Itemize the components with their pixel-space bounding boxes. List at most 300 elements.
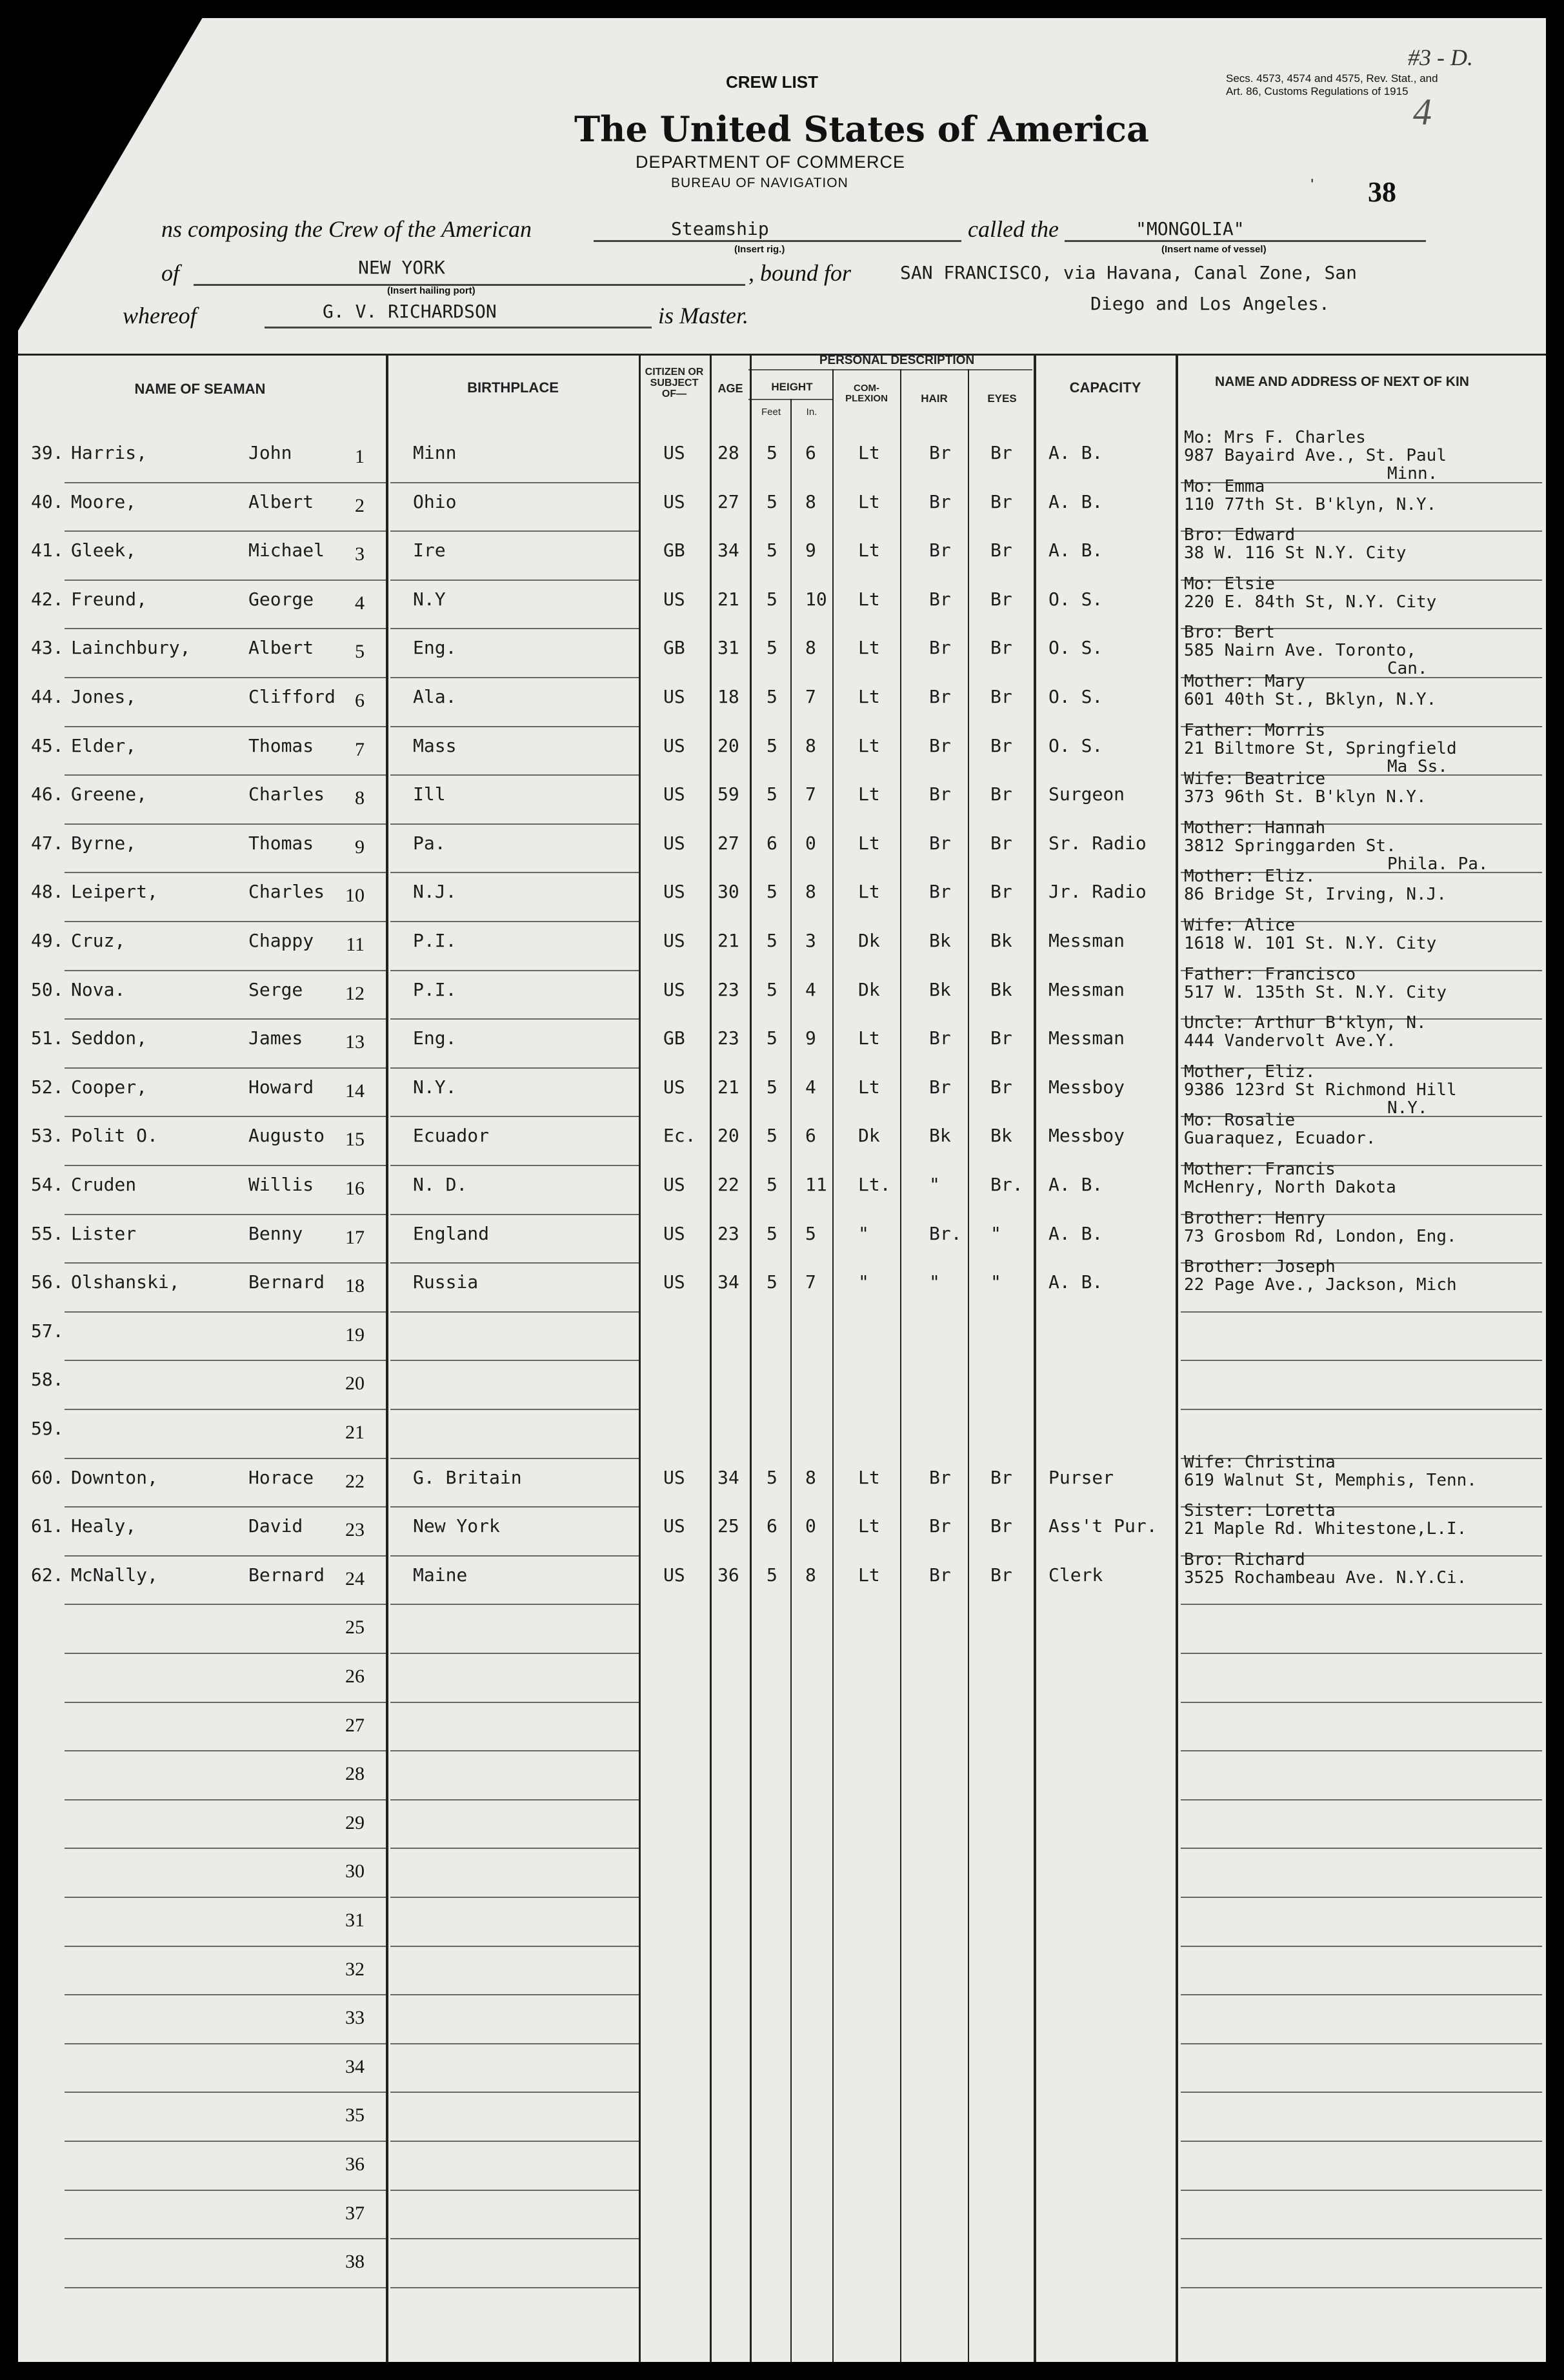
row-rule xyxy=(390,1067,639,1069)
row-rule xyxy=(65,1750,386,1751)
birthplace: Maine xyxy=(413,1564,468,1586)
birthplace: P.I. xyxy=(413,978,457,1000)
row-rule xyxy=(390,1946,639,1947)
seaman-given-name: Thomas xyxy=(248,734,314,756)
hair: Bk xyxy=(929,1125,951,1147)
eyes: Bk xyxy=(990,978,1012,1000)
seq-number: 53. xyxy=(31,1125,64,1147)
row-rule xyxy=(65,823,386,825)
row-rule xyxy=(1181,1311,1542,1313)
age: 25 xyxy=(717,1515,739,1537)
row-rule xyxy=(390,1604,639,1605)
next-of-kin-line: Mother: Eliz. xyxy=(1184,867,1316,887)
row-rule xyxy=(65,1555,386,1557)
next-of-kin-line: 21 Biltmore St, Springfield xyxy=(1184,738,1457,758)
col-header-citizen: CITIZEN OR SUBJECT OF— xyxy=(645,367,704,399)
crew-text-fragment: ns composing the Crew of the American xyxy=(161,216,532,242)
age: 22 xyxy=(717,1174,739,1195)
next-of-kin-line: 1618 W. 101 St. N.Y. City xyxy=(1184,934,1437,953)
height-inches: 0 xyxy=(805,832,816,854)
eyes: Br xyxy=(990,588,1012,610)
col-divider xyxy=(710,354,712,2362)
row-rule xyxy=(1181,1897,1542,1898)
row-rule xyxy=(65,2141,386,2142)
citizenship: US xyxy=(663,1564,685,1586)
seaman-surname: Leipert, xyxy=(71,881,158,903)
seaman-given-name: Serge xyxy=(248,978,303,1000)
seaman-surname: Downton, xyxy=(71,1466,158,1488)
next-of-kin-line: Ma Ss. xyxy=(1387,756,1448,776)
height-inches: 4 xyxy=(805,1076,816,1098)
hair: Br xyxy=(929,1466,951,1488)
next-of-kin-line: Guaraquez, Ecuador. xyxy=(1184,1129,1376,1149)
seaman-given-name: James xyxy=(248,1027,303,1049)
seaman-given-name: Albert xyxy=(248,637,314,659)
row-rule xyxy=(390,2141,639,2142)
seaman-surname: Freund, xyxy=(71,588,148,610)
row-rule xyxy=(390,580,639,581)
row-rule xyxy=(1181,1604,1542,1605)
capacity: O. S. xyxy=(1048,686,1103,707)
col-header-height: HEIGHT xyxy=(771,381,813,393)
age: 18 xyxy=(717,686,739,707)
row-rule xyxy=(390,2043,639,2044)
capacity: O. S. xyxy=(1048,734,1103,756)
row-rule xyxy=(65,2287,386,2288)
line-number: 17 xyxy=(345,1226,365,1248)
col-divider xyxy=(639,354,641,2362)
tick-mark: ˈ xyxy=(1308,176,1316,199)
row-rule xyxy=(65,1214,386,1215)
age: 23 xyxy=(717,1222,739,1244)
age: 21 xyxy=(717,1076,739,1098)
line-number: 32 xyxy=(345,1958,365,1980)
line-number: 12 xyxy=(345,982,365,1004)
row-rule xyxy=(65,1311,386,1313)
seaman-surname: Moore, xyxy=(71,490,137,512)
col-header-hair: HAIR xyxy=(921,392,948,405)
row-rule xyxy=(390,921,639,922)
birthplace: Pa. xyxy=(413,832,446,854)
seq-number: 51. xyxy=(31,1027,64,1049)
next-of-kin-line: Minn. xyxy=(1387,464,1438,483)
row-rule xyxy=(65,1458,386,1459)
birthplace: Ohio xyxy=(413,490,457,512)
hair: Bk xyxy=(929,930,951,951)
next-of-kin-line: Father: Francisco xyxy=(1184,964,1356,984)
capacity: Messboy xyxy=(1048,1125,1125,1147)
row-rule xyxy=(390,1311,639,1313)
complexion: Lt xyxy=(858,1027,880,1049)
next-of-kin-line: McHenry, North Dakota xyxy=(1184,1178,1396,1197)
height-inches: 9 xyxy=(805,1027,816,1049)
row-rule xyxy=(65,1848,386,1849)
complexion: Lt xyxy=(858,686,880,707)
seaman-given-name: Charles xyxy=(248,783,325,805)
hailing-port: NEW YORK xyxy=(358,257,445,278)
row-rule xyxy=(65,1409,386,1410)
capacity: Messman xyxy=(1048,978,1125,1000)
birthplace: N. D. xyxy=(413,1174,468,1195)
height-inches: 7 xyxy=(805,1271,816,1293)
col-header-personal-description: PERSONAL DESCRIPTION xyxy=(819,354,975,367)
row-rule xyxy=(1181,1946,1542,1947)
row-rule xyxy=(390,1018,639,1020)
age: 20 xyxy=(717,1125,739,1147)
seq-number: 46. xyxy=(31,783,64,805)
row-rule xyxy=(390,1799,639,1800)
line-number: 27 xyxy=(345,1714,365,1736)
line-number: 9 xyxy=(355,836,365,858)
row-rule xyxy=(390,2287,639,2288)
seaman-given-name: Willis xyxy=(248,1174,314,1195)
col-header-next-of-kin: NAME AND ADDRESS OF NEXT OF KIN xyxy=(1215,374,1469,389)
capacity: Ass't Pur. xyxy=(1048,1515,1158,1537)
hair: Br xyxy=(929,881,951,903)
height-feet: 5 xyxy=(767,490,777,512)
next-of-kin-line: Bro: Bert xyxy=(1184,623,1275,643)
eyes: " xyxy=(990,1271,1001,1293)
complexion: Lt xyxy=(858,881,880,903)
master-underline xyxy=(265,327,652,328)
capacity: Messman xyxy=(1048,1027,1125,1049)
line-number: 2 xyxy=(355,494,365,516)
height-feet: 5 xyxy=(767,930,777,951)
seq-number: 48. xyxy=(31,881,64,903)
age: 34 xyxy=(717,540,739,561)
line-number: 18 xyxy=(345,1275,365,1297)
capacity: Messboy xyxy=(1048,1076,1125,1098)
complexion: " xyxy=(858,1222,869,1244)
height-feet: 5 xyxy=(767,1174,777,1195)
vessel-underline xyxy=(1065,240,1426,242)
capacity: A. B. xyxy=(1048,442,1103,463)
seaman-surname: Seddon, xyxy=(71,1027,148,1049)
row-rule xyxy=(65,1604,386,1605)
height-feet: 5 xyxy=(767,1271,777,1293)
height-inches: 8 xyxy=(805,1466,816,1488)
next-of-kin-line: 220 E. 84th St, N.Y. City xyxy=(1184,592,1437,612)
complexion: Lt xyxy=(858,1466,880,1488)
capacity: Clerk xyxy=(1048,1564,1103,1586)
eyes: Br xyxy=(990,832,1012,854)
next-of-kin-line: 86 Bridge St, Irving, N.J. xyxy=(1184,885,1447,905)
seq-number: 56. xyxy=(31,1271,64,1293)
seq-number: 60. xyxy=(31,1466,64,1488)
seaman-given-name: Bernard xyxy=(248,1564,325,1586)
height-feet: 5 xyxy=(767,1027,777,1049)
eyes: Br xyxy=(990,734,1012,756)
row-rule xyxy=(390,1262,639,1264)
next-of-kin-line: 110 77th St. B'klyn, N.Y. xyxy=(1184,494,1437,514)
hair: Br xyxy=(929,637,951,659)
complexion: " xyxy=(858,1271,869,1293)
row-rule xyxy=(65,1799,386,1800)
row-rule xyxy=(390,970,639,971)
seaman-surname: Greene, xyxy=(71,783,148,805)
next-of-kin-line: Sister: Loretta xyxy=(1184,1501,1336,1521)
height-feet: 5 xyxy=(767,1466,777,1488)
row-rule xyxy=(390,1214,639,1215)
line-number: 26 xyxy=(345,1666,365,1687)
height-inches: 4 xyxy=(805,978,816,1000)
eyes: Bk xyxy=(990,1125,1012,1147)
next-of-kin-line: 373 96th St. B'klyn N.Y. xyxy=(1184,787,1427,807)
page-number: 38 xyxy=(1368,176,1396,208)
height-inches: 6 xyxy=(805,1125,816,1147)
birthplace: N.Y. xyxy=(413,1076,457,1098)
next-of-kin-line: Father: Morris xyxy=(1184,720,1326,740)
complexion: Dk xyxy=(858,930,880,951)
row-rule xyxy=(390,1116,639,1117)
age: 21 xyxy=(717,588,739,610)
birthplace: Eng. xyxy=(413,637,457,659)
row-rule xyxy=(65,1994,386,1995)
seaman-surname: Lister xyxy=(71,1222,137,1244)
row-rule xyxy=(65,921,386,922)
next-of-kin-line: Bro: Edward xyxy=(1184,525,1296,545)
col-divider xyxy=(900,369,901,2362)
complexion: Lt xyxy=(858,1076,880,1098)
capacity: O. S. xyxy=(1048,637,1103,659)
complexion: Lt xyxy=(858,1564,880,1586)
row-rule xyxy=(1181,2141,1542,2142)
next-of-kin-line: Brother: Joseph xyxy=(1184,1257,1336,1277)
height-feet: 6 xyxy=(767,832,777,854)
citizenship: US xyxy=(663,1222,685,1244)
seq-number: 59. xyxy=(31,1418,64,1439)
citizenship: US xyxy=(663,978,685,1000)
next-of-kin-line: N.Y. xyxy=(1387,1098,1428,1118)
row-rule xyxy=(390,1165,639,1166)
age: 30 xyxy=(717,881,739,903)
personal-desc-rule xyxy=(748,369,1032,370)
eyes: " xyxy=(990,1222,1001,1244)
seaman-surname: Healy, xyxy=(71,1515,137,1537)
form-heading: CREW LIST xyxy=(726,72,818,92)
hair: Br xyxy=(929,1076,951,1098)
age: 21 xyxy=(717,930,739,951)
birthplace: Ecuador xyxy=(413,1125,490,1147)
citizenship: US xyxy=(663,1174,685,1195)
height-feet: 5 xyxy=(767,783,777,805)
rig-hint: (Insert rig.) xyxy=(734,244,785,255)
seaman-given-name: Benny xyxy=(248,1222,303,1244)
row-rule xyxy=(390,1506,639,1508)
line-number: 34 xyxy=(345,2055,365,2077)
seaman-surname: Cruden xyxy=(71,1174,137,1195)
next-of-kin-line: 585 Nairn Ave. Toronto, xyxy=(1184,641,1417,661)
eyes: Br xyxy=(990,1076,1012,1098)
next-of-kin-line: Mo: Elsie xyxy=(1184,574,1275,594)
height-inches: 6 xyxy=(805,442,816,463)
seaman-given-name: Charles xyxy=(248,881,325,903)
row-rule xyxy=(65,2238,386,2239)
eyes: Br xyxy=(990,490,1012,512)
seaman-given-name: Bernard xyxy=(248,1271,325,1293)
age: 23 xyxy=(717,1027,739,1049)
height-inches: 3 xyxy=(805,930,816,951)
seq-number: 45. xyxy=(31,734,64,756)
row-rule xyxy=(65,482,386,483)
line-number: 6 xyxy=(355,690,365,711)
row-rule xyxy=(390,2092,639,2093)
hair: Br xyxy=(929,588,951,610)
row-rule xyxy=(390,872,639,873)
citizenship: US xyxy=(663,686,685,707)
row-rule xyxy=(65,628,386,629)
capacity: A. B. xyxy=(1048,1174,1103,1195)
next-of-kin-line: Mo: Mrs F. Charles xyxy=(1184,428,1366,447)
birthplace: G. Britain xyxy=(413,1466,522,1488)
line-number: 4 xyxy=(355,592,365,614)
eyes: Br xyxy=(990,881,1012,903)
age: 34 xyxy=(717,1466,739,1488)
next-of-kin-line: 21 Maple Rd. Whitestone,L.I. xyxy=(1184,1519,1467,1539)
height-feet: 5 xyxy=(767,637,777,659)
citizenship: GB xyxy=(663,637,685,659)
height-feet: 5 xyxy=(767,734,777,756)
called-the-text: called the xyxy=(968,216,1059,242)
age: 23 xyxy=(717,978,739,1000)
line-number: 11 xyxy=(346,934,365,955)
hair: Br xyxy=(929,1027,951,1049)
destination-line2: Diego and Los Angeles. xyxy=(1090,293,1330,314)
col-header-complexion: COM-PLEXION xyxy=(845,383,888,404)
hair: Bk xyxy=(929,978,951,1000)
next-of-kin-line: 987 Bayaird Ave., St. Paul xyxy=(1184,446,1447,465)
line-number: 5 xyxy=(355,641,365,663)
seaman-given-name: Howard xyxy=(248,1076,314,1098)
row-rule xyxy=(65,1165,386,1166)
citizenship: US xyxy=(663,442,685,463)
age: 59 xyxy=(717,783,739,805)
age: 27 xyxy=(717,490,739,512)
line-number: 25 xyxy=(345,1617,365,1639)
height-inches: 7 xyxy=(805,686,816,707)
citizenship: US xyxy=(663,783,685,805)
row-rule xyxy=(390,1458,639,1459)
citizenship: GB xyxy=(663,540,685,561)
next-of-kin-line: Mo: Rosalie xyxy=(1184,1111,1296,1131)
complexion: Dk xyxy=(858,1125,880,1147)
seaman-surname: Harris, xyxy=(71,442,148,463)
row-rule xyxy=(65,2092,386,2093)
seaman-surname: McNally, xyxy=(71,1564,158,1586)
seaman-given-name: Clifford xyxy=(248,686,336,707)
row-rule xyxy=(65,726,386,727)
citizenship: US xyxy=(663,490,685,512)
line-number: 23 xyxy=(345,1519,365,1541)
row-rule xyxy=(390,1409,639,1410)
seaman-surname: Polit O. xyxy=(71,1125,158,1147)
hair: " xyxy=(929,1271,940,1293)
row-rule xyxy=(1181,1653,1542,1654)
birthplace: Eng. xyxy=(413,1027,457,1049)
height-inches: 8 xyxy=(805,1564,816,1586)
row-rule xyxy=(390,677,639,678)
row-rule xyxy=(390,1702,639,1703)
next-of-kin-line: 619 Walnut St, Memphis, Tenn. xyxy=(1184,1470,1477,1490)
line-number: 22 xyxy=(345,1470,365,1492)
line-number: 13 xyxy=(345,1031,365,1053)
line-number: 20 xyxy=(345,1373,365,1395)
height-feet: 5 xyxy=(767,442,777,463)
age: 28 xyxy=(717,442,739,463)
capacity: A. B. xyxy=(1048,540,1103,561)
seaman-given-name: George xyxy=(248,588,314,610)
row-rule xyxy=(390,1848,639,1849)
seq-number: 49. xyxy=(31,930,64,951)
line-number: 31 xyxy=(345,1910,365,1931)
citizenship: GB xyxy=(663,1027,685,1049)
seaman-surname: Jones, xyxy=(71,686,137,707)
line-number: 8 xyxy=(355,787,365,809)
row-rule xyxy=(65,872,386,873)
age: 36 xyxy=(717,1564,739,1586)
citizenship: US xyxy=(663,1515,685,1537)
row-rule xyxy=(390,1897,639,1898)
next-of-kin-line: Can. xyxy=(1387,659,1428,679)
seq-number: 43. xyxy=(31,637,64,659)
height-inches: 9 xyxy=(805,540,816,561)
hair: " xyxy=(929,1174,940,1195)
destination-line1: SAN FRANCISCO, via Havana, Canal Zone, San xyxy=(900,262,1358,283)
next-of-kin-line: 444 Vandervolt Ave.Y. xyxy=(1184,1031,1396,1051)
row-rule xyxy=(1181,1799,1542,1800)
height-inches: 8 xyxy=(805,734,816,756)
hair: Br xyxy=(929,1564,951,1586)
line-number: 35 xyxy=(345,2104,365,2126)
seaman-surname: Lainchbury, xyxy=(71,637,191,659)
department: DEPARTMENT OF COMMERCE xyxy=(636,152,906,172)
next-of-kin-line: 9386 123rd St Richmond Hill xyxy=(1184,1080,1457,1100)
capacity: Surgeon xyxy=(1048,783,1125,805)
rig-value: Steamship xyxy=(671,218,769,239)
eyes: Br xyxy=(990,540,1012,561)
next-of-kin-line: Mother: Mary xyxy=(1184,672,1305,691)
row-rule xyxy=(65,1653,386,1654)
seaman-surname: Cooper, xyxy=(71,1076,148,1098)
row-rule xyxy=(1181,2092,1542,2093)
seaman-given-name: Thomas xyxy=(248,832,314,854)
height-feet: 5 xyxy=(767,1222,777,1244)
line-number: 3 xyxy=(355,543,365,565)
next-of-kin-line: Wife: Beatrice xyxy=(1184,769,1326,789)
next-of-kin-line: Bro: Richard xyxy=(1184,1549,1305,1569)
row-rule xyxy=(390,1555,639,1557)
of-text: of xyxy=(161,260,180,286)
age: 34 xyxy=(717,1271,739,1293)
seaman-given-name: Horace xyxy=(248,1466,314,1488)
height-inches: 8 xyxy=(805,881,816,903)
row-rule xyxy=(65,2043,386,2044)
handwritten-form-number: #3 - D. xyxy=(1408,45,1473,70)
next-of-kin-line: 22 Page Ave., Jackson, Mich xyxy=(1184,1275,1457,1295)
line-number: 15 xyxy=(345,1129,365,1151)
complexion: Lt. xyxy=(858,1174,891,1195)
line-number: 10 xyxy=(345,885,365,907)
citizenship: US xyxy=(663,881,685,903)
height-feet: 5 xyxy=(767,540,777,561)
is-master-text: is Master. xyxy=(658,303,749,328)
citizenship: US xyxy=(663,1271,685,1293)
line-number: 37 xyxy=(345,2202,365,2224)
hair: Br xyxy=(929,832,951,854)
col-header-capacity: CAPACITY xyxy=(1069,379,1141,396)
line-number: 36 xyxy=(345,2153,365,2175)
seq-number: 39. xyxy=(31,442,64,463)
